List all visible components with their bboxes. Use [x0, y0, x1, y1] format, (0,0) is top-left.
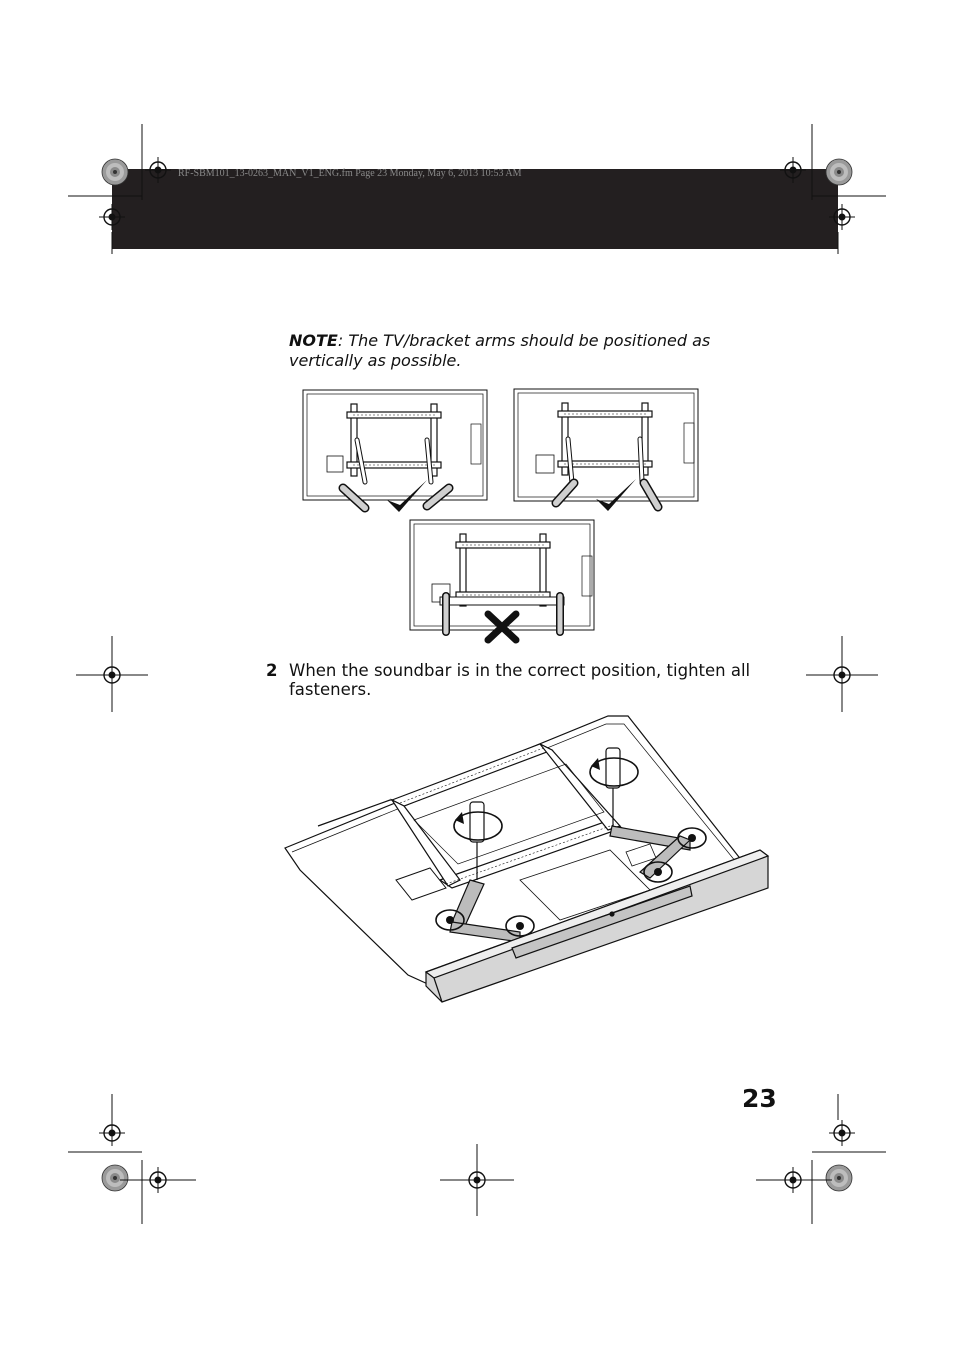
note-text: : The TV/bracket arms should be positioned as vertically as possible.: [289, 331, 711, 370]
note-label: NOTE: [289, 331, 338, 350]
step-number: 2: [266, 661, 278, 680]
step-text: When the soundbar is in the correct position, tighten all fasteners.: [289, 661, 751, 699]
page-number: 23: [742, 1084, 777, 1113]
file-slug: RF-SBM101_13-0263_MAN_V1_ENG.fm Page 23 Monday, May 6, 2013 10:53 AM: [178, 168, 522, 179]
